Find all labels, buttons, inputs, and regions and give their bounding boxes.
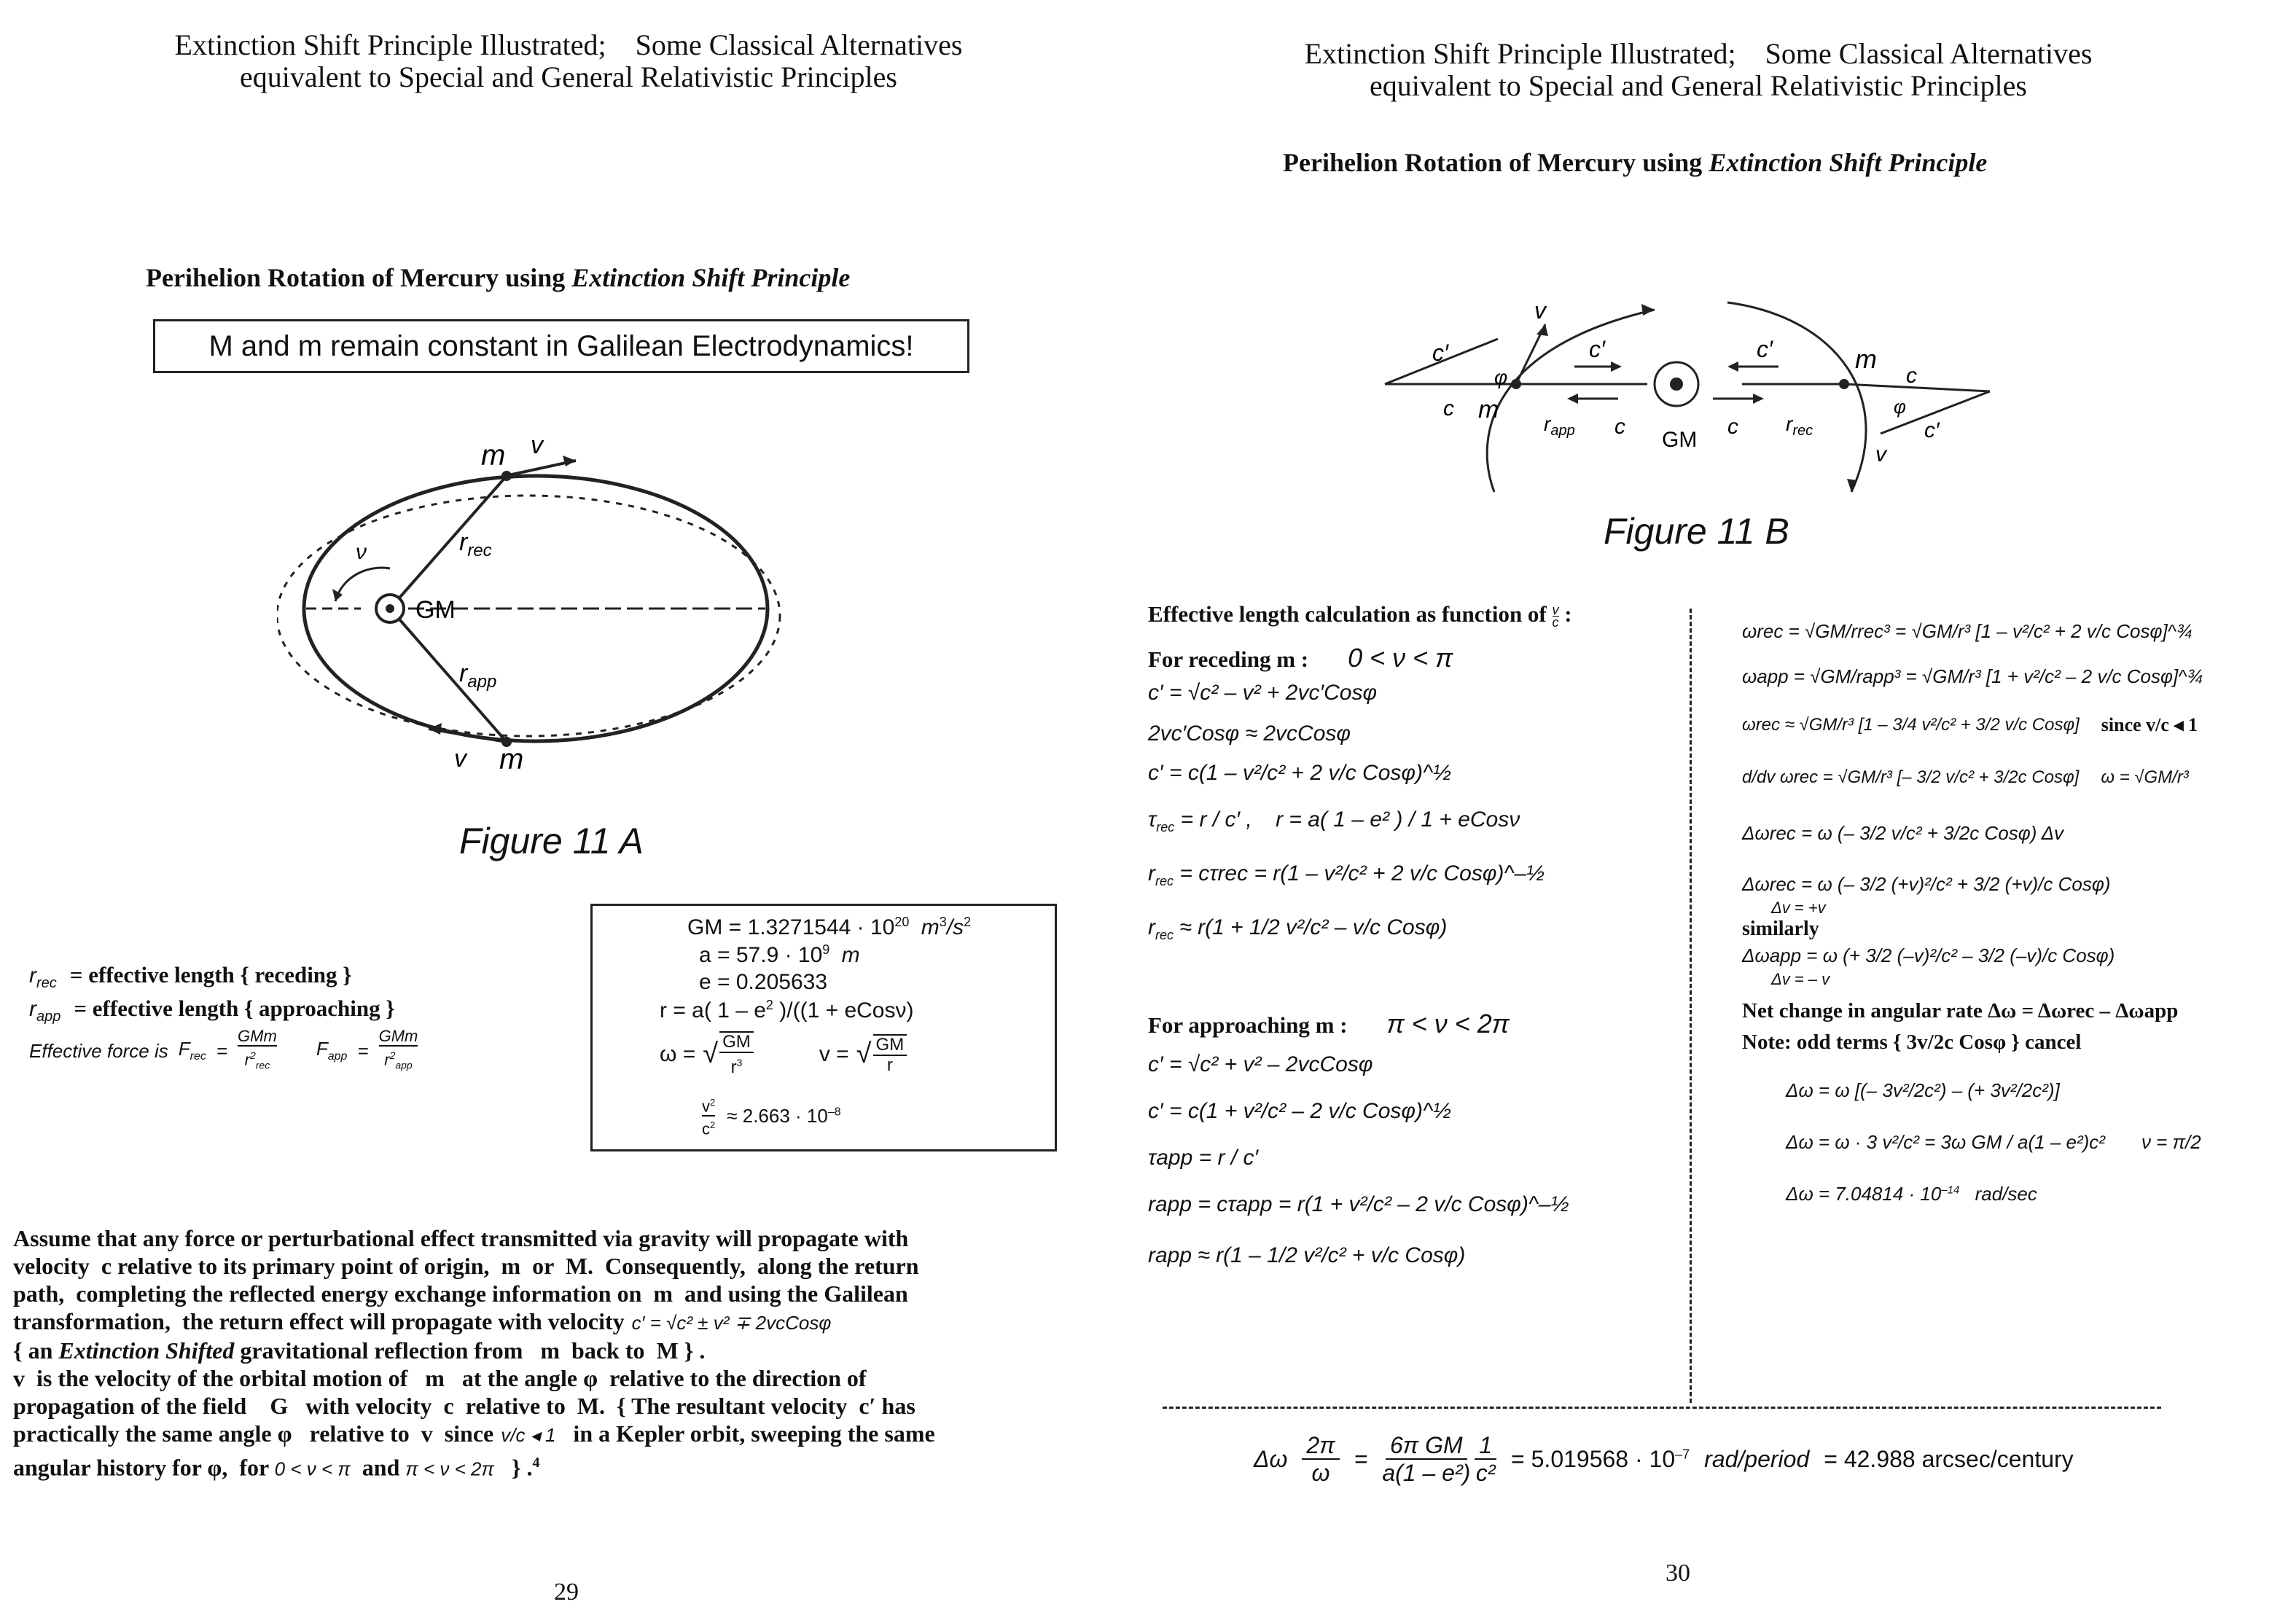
- svg-text:v: v: [1875, 442, 1886, 466]
- figure-11a-caption: Figure 11 A: [459, 821, 644, 861]
- svg-text:c: c: [1614, 415, 1625, 439]
- svg-text:c: c: [1443, 396, 1454, 421]
- const-omega: ω = √ GM $r^3$ v = √ GM r: [660, 1031, 907, 1077]
- right-header-line1: Extinction Shift Principle Illustrated; Some Classical Alternatives: [1304, 37, 2093, 70]
- rc-eq9: Δω = ω · 3 v²/c² = 3ω GM / a(1 – e²)c²: [1786, 1131, 2105, 1153]
- horizontal-divider: [1163, 1407, 2161, 1409]
- left-page-number: 29: [554, 1579, 579, 1606]
- app-eq2: c′ = c(1 + v²/c² – 2 v/c Cosφ)^½: [1148, 1099, 1452, 1124]
- rec-eq3: c′ = c(1 – v²/c² + 2 v/c Cosφ)^½: [1148, 761, 1452, 786]
- definitions-block: $r_{rec}$ = effective length { receding } $r_{app}$ = effective length { approaching } Effective force is $F_{rec}$ = GMm $r^2_{rec}$ $F_{app}$ = GMm $r^2_{app}$: [29, 962, 583, 1073]
- rc-eq10: $\Delta\omega = 7.04814 \cdot 10^{-14}$ rad/sec: [1786, 1183, 2037, 1205]
- effective-length-column: Effective length calculation as function of $\frac{v}{c}$ : For receding m : 0 < ν < π c′ = √c² – v² + 2vc′Cosφ 2vc′Cosφ ≈ 2vcCosφ c′ = c(1 – v²/c² + 2 v/c Cosφ)^½ $\tau_{rec} = r / c'$ , r = a( 1 – e² ) / 1 + eCosν $r_{rec} = c\tau rec = r(1 - v^2/c^2 + 2$ v/c Cosφ)^–½ $r_{rec} \approx r(1 + 1/2$ v²/c² – v/c Cosφ) For approaching m : π < ν < 2π c′ = √c² + v² – 2vcCosφ c′ = c(1 + v²/c² – 2 v/c Cosφ)^½ τapp = r / c′ rapp = cτapp = r(1 + v²/c² – 2 v/c Cosφ)^–½ rapp ≈ r(1 – 1/2 v²/c² + v/c Cosφ): [1148, 601, 1687, 1268]
- rec-eq2: 2vc′Cosφ ≈ 2vcCosφ: [1148, 722, 1351, 746]
- effective-length-title: Effective length calculation as function of: [1148, 601, 1547, 627]
- rc-eq4: d/dv ωrec = √GM/r³ [– 3/2 v/c² + 3/2c Cosφ]: [1742, 767, 2080, 787]
- m-right-dot: [1839, 379, 1849, 389]
- approaching-label: For approaching m :: [1148, 1012, 1348, 1039]
- label-v-top: v: [531, 431, 543, 459]
- label-gm: GM: [415, 596, 456, 624]
- svg-text:φ: φ: [1894, 396, 1906, 418]
- column-divider: [1690, 609, 1692, 1403]
- label-m-top: m: [481, 439, 506, 472]
- fapp-fraction: GMm $r^2_{app}$: [378, 1027, 418, 1071]
- rc-eq5: Δωrec = ω (– 3/2 v/c² + 3/2c Cosφ) Δv: [1742, 821, 2064, 844]
- net-change: Net change in angular rate Δω = Δωrec – Δωapp: [1742, 999, 2179, 1022]
- right-page-number: 30: [1666, 1560, 1690, 1587]
- rc-eq7: Δωapp = ω (+ 3/2 (–v)²/c² – 3/2 (–v)/c Cosφ): [1742, 944, 2115, 966]
- svg-text:c′: c′: [1589, 336, 1605, 362]
- rc-eq2: ωapp = √GM/rapp³ = √GM/r³ [1 + v²/c² – 2 v/c Cosφ]^¾: [1742, 665, 2203, 687]
- left-header-line1: Extinction Shift Principle Illustrated; Some Classical Alternatives: [174, 28, 963, 61]
- rec-eq1: c′ = √c² – v² + 2vc′Cosφ: [1148, 681, 1378, 705]
- label-r-app: $r_{app}$: [459, 660, 497, 692]
- left-section-title: Perihelion Rotation of Mercury using Extinction Shift Principle: [146, 263, 851, 292]
- boxed-note-text: M and m remain constant in Galilean Electrodynamics!: [208, 329, 914, 362]
- app-eq4: rapp = cτapp = r(1 + v²/c² – 2 v/c Cosφ)^–½: [1148, 1192, 1569, 1217]
- rc-eq3: ωrec ≈ √GM/r³ [1 – 3/4 v²/c² + 3/2 v/c Cosφ]: [1742, 715, 2080, 735]
- orbit-arc-left: [1487, 310, 1655, 492]
- figure-11a-diagram: [277, 430, 802, 809]
- rec-eq4: $\tau_{rec} = r / c'$ , r = a( 1 – e² ) / 1 + eCosν: [1148, 808, 1520, 835]
- receding-label: For receding m :: [1148, 646, 1309, 673]
- svg-text:GM: GM: [1662, 428, 1698, 452]
- left-paragraph: Assume that any force or perturbational effect transmitted via gravity will propagate with velocity c relative to its primary point of origin, m or M. Consequently, along the return path, completing the reflected energy exchange information on m and using the Galilean transformation, the return effect will propagate with velocity c′ = √c² ± v² ∓ 2vcCosφ { an Extinction Shifted gravitational reflection from m back to M } . v is the velocity of the orbital motion of m at the angle φ relative to the direction of propagation of the field G with velocity c relative to M. { The resultant velocity c′ has practically the same angle φ relative to v since v/c ◂ 1 in a Kepler orbit, sweeping the same angular history for φ, for 0 < ν < π and π < ν < 2π } .$^4$: [13, 1225, 935, 1481]
- svg-text:φ: φ: [1494, 366, 1508, 388]
- label-m-bottom: m: [499, 743, 524, 775]
- svg-text:rrec: $r_{rec}$: [1786, 412, 1813, 439]
- right-header: [1210, 38, 2187, 102]
- app-eq3: τapp = r / c′: [1148, 1146, 1259, 1170]
- right-section-title: Perihelion Rotation of Mercury using Extinction Shift Principle: [1283, 148, 1988, 177]
- svg-text:m: m: [1478, 396, 1499, 423]
- rc-eq1: ωrec = √GM/rrec³ = √GM/r³ [1 – v²/c² + 2 v/c Cosφ]^¾: [1742, 619, 2192, 642]
- svg-text:v: v: [1534, 297, 1546, 324]
- figure-11b-caption: Figure 11 B: [1604, 511, 1789, 552]
- similarly-label: similarly: [1742, 918, 1819, 940]
- left-header-line2: equivalent to Special and General Relativistic Principles: [240, 60, 897, 93]
- boxed-note: [153, 319, 969, 373]
- label-r-rec: $r_{rec}$: [459, 528, 492, 560]
- rc-eq8: Δω = ω [(– 3v²/2c²) – (+ 3v²/2c²)]: [1786, 1079, 2060, 1101]
- svg-text:c′: c′: [1757, 336, 1773, 362]
- figure-11b-diagram: [1370, 288, 2026, 507]
- const-gm: GM = 1.3271544 · 10: [687, 915, 895, 939]
- label-v-bottom: v: [454, 745, 466, 773]
- svg-text:rapp: $r_{app}$: [1544, 412, 1575, 439]
- constants-box: GM = $1.3271544 \cdot 10^{20}$ $m^3/s^2$ $a = 57.9 \cdot 10^9$ m e = 0.205633 r = a( $1 - e^2$ )/((1 + eCosν) ω = √ GM $r^3$ v = √ GM r $\frac{v^2}{c^2}$ ≈ $2.663 \cdot 10^{-8}$: [590, 904, 1057, 1151]
- const-ratio: $\frac{v^2}{c^2}$ ≈ $2.663 \cdot 10^{-8}$: [702, 1094, 841, 1138]
- label-nu: ν: [356, 540, 367, 564]
- svg-text:c′: c′: [1432, 340, 1448, 366]
- svg-text:c′: c′: [1924, 418, 1940, 442]
- svg-text:c: c: [1727, 415, 1738, 439]
- rapp-definition: = effective length { approaching }: [74, 996, 395, 1021]
- orbit-arc-right: [1727, 302, 1866, 492]
- odd-terms-note: Note: odd terms { 3v/2c Cosφ } cancel: [1742, 1031, 2082, 1054]
- svg-text:c: c: [1906, 364, 1917, 388]
- angular-rate-column: ωrec = √GM/rrec³ = √GM/r³ [1 – v²/c² + 2 v/c Cosφ]^¾ ωapp = √GM/rapp³ = √GM/r³ [1 + v²/c² – 2 v/c Cosφ]^¾ ωrec ≈ √GM/r³ [1 – 3/4 v²/c² + 3/2 v/c Cosφ] since v/c ◂ 1 d/dv ωrec = √GM/r³ [– 3/2 v/c² + 3/2c Cosφ] ω = √GM/r³ Δωrec = ω (– 3/2 v/c² + 3/2c Cosφ) Δv Δωrec = ω (– 3/2 (+v)²/c² + 3/2 (+v)/c Cosφ) Δv = +v similarly Δωapp = ω (+ 3/2 (–v)²/c² – 3/2 (–v)/c Cosφ) Δv = – v Net change in angular rate Δω = Δωrec – Δωapp Note: odd terms { 3v/2c Cosφ } cancel Δω = ω [(– 3v²/2c²) – (+ 3v²/2c²)] Δω = ω · 3 v²/c² = 3ω GM / a(1 – e²)c² ν = π/2 $\Delta\omega = 7.04814 \cdot 10^{-14}$ rad/sec: [1742, 609, 2296, 1205]
- rec-eq6: $r_{rec} \approx r(1 + 1/2$ v²/c² – v/c Cosφ): [1148, 915, 1448, 943]
- right-header-line2: equivalent to Special and General Relativistic Principles: [1370, 69, 2027, 102]
- frec-fraction: GMm $r^2_{rec}$: [238, 1027, 277, 1071]
- const-r: r = a( 1 – e: [660, 998, 766, 1022]
- rc-eq6: Δωrec = ω (– 3/2 (+v)²/c² + 3/2 (+v)/c Cosφ): [1742, 872, 2111, 895]
- force-text: Effective force is: [29, 1039, 168, 1062]
- svg-text:m: m: [1855, 344, 1877, 374]
- app-eq5: rapp ≈ r(1 – 1/2 v²/c² + v/c Cosφ): [1148, 1243, 1466, 1268]
- rec-eq5: $r_{rec} = c\tau rec = r(1 - v^2/c^2 + 2$ v/c Cosφ)^–½: [1148, 861, 1545, 889]
- app-eq1: c′ = √c² + v² – 2vcCosφ: [1148, 1052, 1373, 1077]
- const-e: e = 0.205633: [699, 970, 828, 994]
- left-header: [80, 29, 1057, 93]
- c-line-right: [1844, 384, 1990, 391]
- final-result: Δω $\frac{2\pi}{\omega}$ = $\frac{\text{6π GM}}{\text{a(1 – e²)}}$ $\frac{1}{\text{c²}}$ = $5.019568 \cdot 10^{-7}$ rad/period = 42.988 arcsec/century: [1254, 1432, 2074, 1486]
- const-a: a = 57.9 · 10: [699, 943, 823, 967]
- rrec-definition: = effective length { receding }: [69, 962, 352, 988]
